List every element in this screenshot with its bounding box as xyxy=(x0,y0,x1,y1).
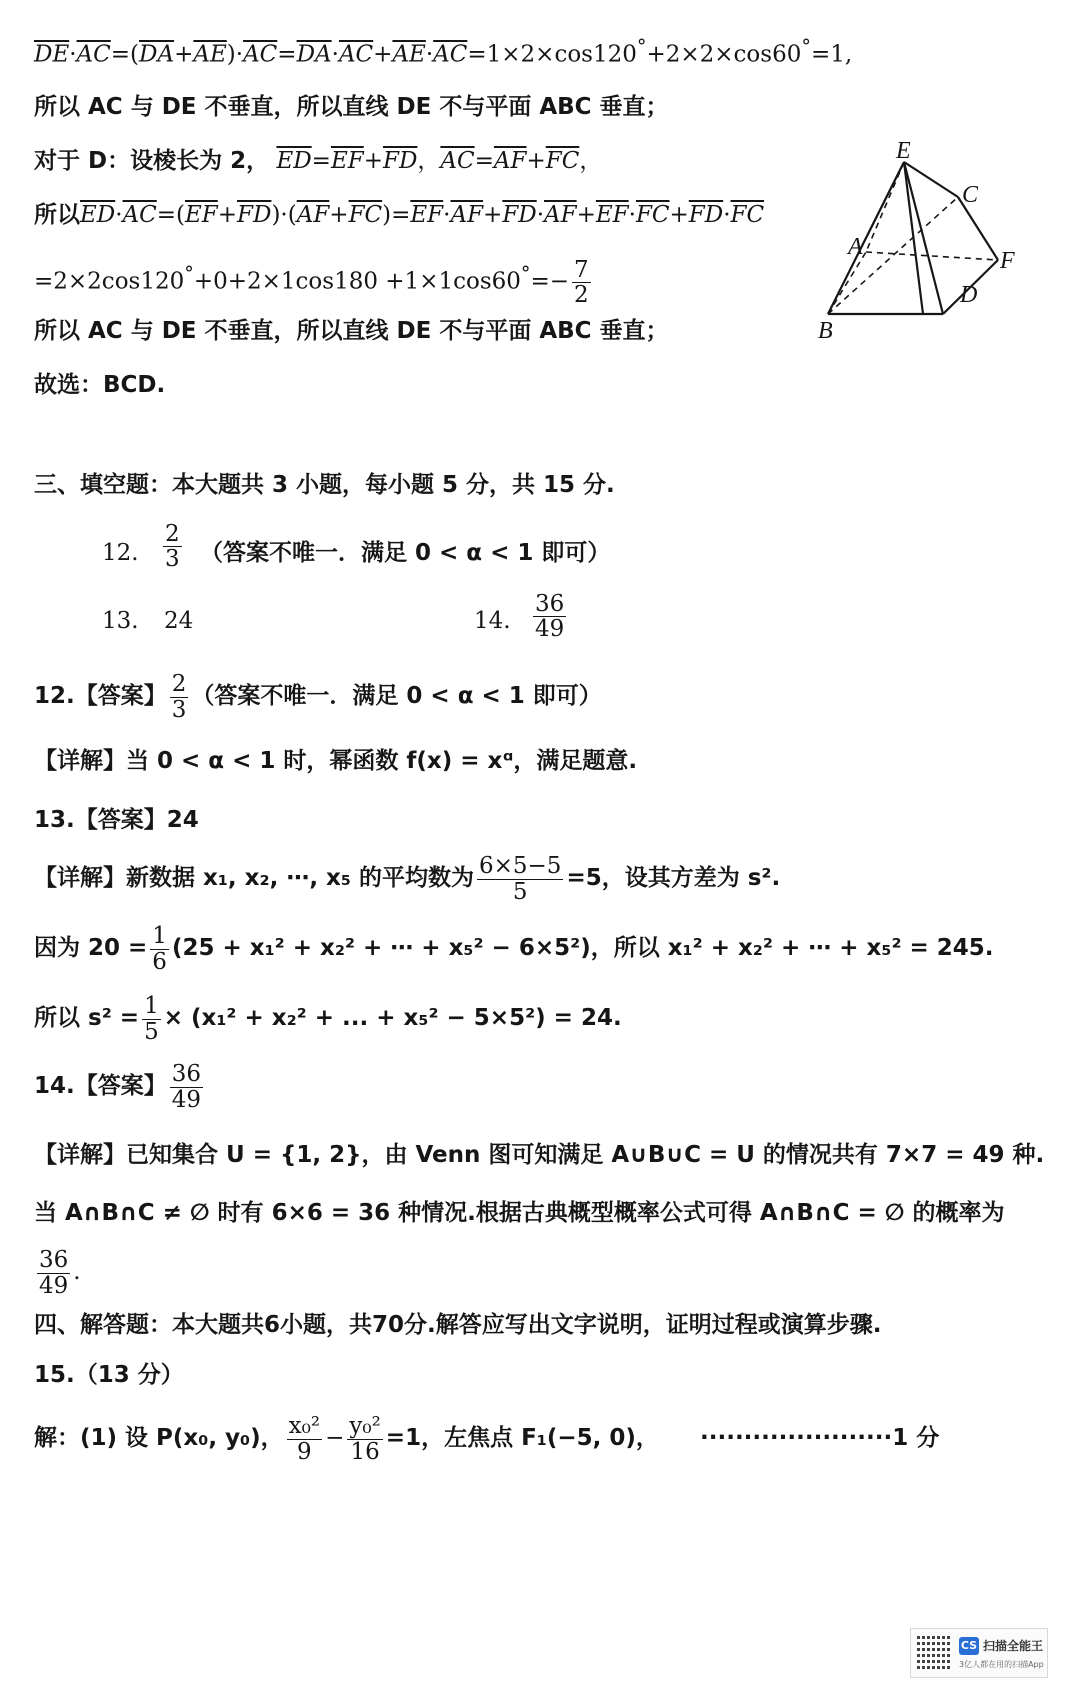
q14-number: 14. xyxy=(474,608,511,634)
edge-EA xyxy=(866,162,904,252)
formula-line-3: =2×2cos120°+0+2×1cos180 +1×1cos60°=− $\frac{7}{2}$ xyxy=(34,257,589,309)
q13-number: 13. xyxy=(102,608,139,634)
s13-detail-1: 【详解】新数据 x₁, x₂, ⋯, x₅ 的平均数为 $\frac{6\times 5-5}{5}$ =5，设其方差为 s². xyxy=(34,853,781,905)
label-E: E xyxy=(896,142,911,164)
edge-ED xyxy=(904,162,943,314)
label-B: B xyxy=(818,318,833,344)
q14-answer: $\frac{36}{49}$ xyxy=(535,591,565,643)
edge-AF xyxy=(866,252,998,260)
watermark-subtitle: 3亿人都在用的扫描App xyxy=(959,1660,1044,1669)
formula-line-1: $\overline{DE}\cdot\overline{AC}=(\overline{DA}+\overline{AE})\cdot\overline{AC}=\overline{DA}\cdot\overline{AC}+\overline{AE}\cdot\overline{AC}=1\times 2\times\cos 120^\circ+2\times 2\times\cos 60^\circ=1$, xyxy=(34,35,853,68)
conclusion-line-1: 所以 AC 与 DE 不垂直，所以直线 DE 不与平面 ABC 垂直； xyxy=(34,94,669,120)
section-3-heading: 三、填空题：本大题共 3 小题，每小题 5 分，共 15 分. xyxy=(34,472,615,498)
option-d-line: 对于 D：设棱长为 2， $\overline{ED}=\overline{EF}+\overline{FD}$，$\overline{AC}=\overline{AF}+\overline{FC}$， xyxy=(34,148,603,174)
s14-detail-1: 【详解】已知集合 U = {1, 2}，由 Venn 图可知满足 A∪B∪C = U 的情况共有 7×7 = 49 种. xyxy=(34,1142,1045,1168)
camscanner-logo-icon: CS xyxy=(959,1637,979,1655)
q15-title: 15.（13 分） xyxy=(34,1362,184,1388)
watermark-title: 扫描全能王 xyxy=(983,1639,1044,1653)
q12-note: （答案不唯一．满足 0 < α < 1 即可） xyxy=(200,540,611,566)
q12-number: 12. xyxy=(102,540,139,566)
s14-detail-2: 当 A∩B∩C ≠ ∅ 时有 6×6 = 36 种情况.根据古典概型概率公式可得 A∩B∩C = ∅ 的概率为 xyxy=(34,1200,1005,1226)
answer-choice-line: 故选：BCD. xyxy=(34,372,166,398)
s14-answer-line: 14.【答案】 $\frac{36}{49}$ xyxy=(34,1061,202,1113)
s13-detail-2: 因为 20 = $\frac{1}{6}$ (25 + x₁² + x₂² + ⋯ + x₅² − 6×5²)，所以 x₁² + x₂² + ⋯ + x₅² = 245. xyxy=(34,923,994,975)
edge-EB xyxy=(828,162,904,314)
label-D: D xyxy=(960,282,978,308)
pyramid-figure xyxy=(818,142,1028,352)
formula-line-2: 所以$\overline{ED}\cdot\overline{AC}=(\overline{EF}+\overline{FD})\cdot(\overline{AF}+\overline{FC})=\overline{EF}\cdot\overline{AF}+\overline{FD}\cdot\overline{AF}+\overline{EF}\cdot\overline{FC}+\overline{FD}\cdot\overline{FC}$ xyxy=(34,202,765,228)
scanner-watermark xyxy=(910,1628,1048,1678)
s14-detail-3: $\frac{36}{49}$ . xyxy=(39,1247,81,1299)
s13-answer-line: 13.【答案】24 xyxy=(34,807,199,833)
label-C: C xyxy=(962,182,979,208)
score-marker: ······················1 分 xyxy=(700,1425,940,1451)
s13-detail-3: 所以 s² = $\frac{1}{5}$ × (x₁² + x₂² + ... + x₅² − 5×5²) = 24. xyxy=(34,993,622,1045)
label-A: A xyxy=(848,234,863,260)
label-F: F xyxy=(1000,248,1015,274)
qr-code-icon xyxy=(917,1635,951,1669)
s12-answer-line: 12.【答案】 $\frac{2}{3}$ （答案不唯一．满足 0 < α < 1 即可） xyxy=(34,671,602,723)
q12-answer: $\frac{2}{3}$ xyxy=(165,521,180,573)
conclusion-line-2: 所以 AC 与 DE 不垂直，所以直线 DE 不与平面 ABC 垂直； xyxy=(34,318,669,344)
s12-detail: 【详解】当 0 < α < 1 时，幂函数 f(x) = xᵅ，满足题意. xyxy=(34,748,638,774)
q13-answer: 24 xyxy=(164,608,194,634)
section-4-heading: 四、解答题：本大题共6小题，共70分.解答应写出文字说明，证明过程或演算步骤. xyxy=(34,1312,882,1338)
q15-solution-line: 解：(1) 设 P(x₀, y₀)， $\frac{\text{x₀²}}{9}$ − $\frac{\text{y₀²}}{16}$ =1，左焦点 F₁(−5, 0)， xyxy=(34,1413,659,1465)
